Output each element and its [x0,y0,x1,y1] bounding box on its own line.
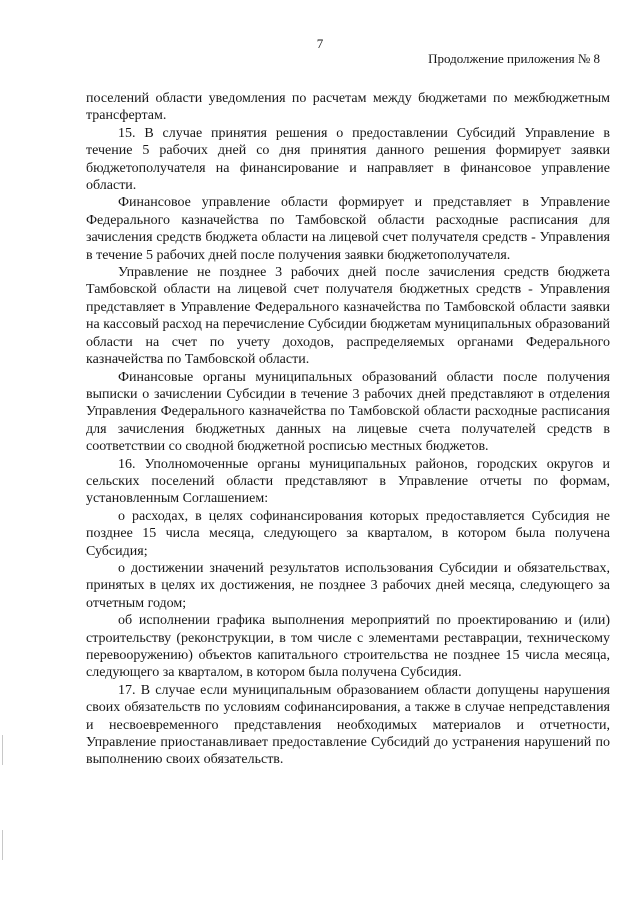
paragraph-15: 15. В случае принятия решения о предоставлении Субсидий Управление в течение 5 рабочих дней со дня принятия данного решения формирует заявки бюджетополучателя на финансирование и направляет в финансовое управление области. [86,125,610,194]
paragraph-municipal-finance-bodies: Финансовые органы муниципальных образований области после получения выписки о зачислении Субсидии в течение 3 рабочих дней представляют в отделения Управления Федерального казначейства по Тамбовской области расходные расписания для зачисления бюджетных данных на лицевые счета получателей средств в соответствии со сводной бюджетной росписью местных бюджетов. [86,369,610,455]
list-item-schedule-report: об исполнении графика выполнения мероприятий по проектированию и (или) строительству (реконструкции, в том числе с элементами реставрации, техническому перевооружению) объектов капитального строительства не позднее 15 числа месяца, следующего за кварталом, в котором была получена Субсидия. [86,613,610,681]
paragraph-management-crediting: Управление не позднее 3 рабочих дней после зачисления средств бюджета Тамбовской области на лицевой счет получателя бюджетных средств - Управления представляет в Управление Федерального казначейства по Тамбовской области заявки на кассовый расход на перечисление Субсидии бюджетам муниципальных образований области на счет по учету доходов, распределяемых органами Федерального казначейства по Тамбовской области. [86,265,610,368]
paragraph-finance-department: Финансовое управление области формирует и представляет в Управление Федерального казначейства по Тамбовской области расходные расписания для зачисления средств бюджета области на лицевой счет получателя средств - Управления в течение 5 рабочих дней после получения заявки бюджетополучателя. [86,195,610,263]
document-body [86,90,610,769]
paragraph-transfers-continuation: поселений области уведомления по расчетам между бюджетами по межбюджетным трансфертам. [86,91,610,124]
paragraph-16: 16. Уполномоченные органы муниципальных районов, городских округов и сельских поселений области представляют в Управление отчеты по формам, установленным Соглашением: [86,456,610,507]
page-number: 7 [316,36,324,51]
list-item-results-report: о достижении значений результатов использования Субсидии и обязательствах, принятых в целях их достижения, не позднее 3 рабочих дней месяца, следующего за отчетным годом; [86,560,610,611]
scan-margin-mark [2,735,3,765]
scan-margin-mark [2,830,3,860]
paragraph-17: 17. В случае если муниципальным образованием области допущены нарушения своих обязательств по условиям софинансирования, а также в случае непредставления и несвоевременного представления необходимых материалов и отчетности, Управление приостанавливает предоставление Субсидий до устранения нарушений по выполнению своих обязательств. [86,682,610,768]
list-item-expenses-report: о расходах, в целях софинансирования которых предоставляется Субсидия не позднее 15 числа месяца, следующего за кварталом, в котором была получена Субсидия; [86,508,610,559]
appendix-continuation-header: Продолжение приложения № 8 [428,51,600,66]
